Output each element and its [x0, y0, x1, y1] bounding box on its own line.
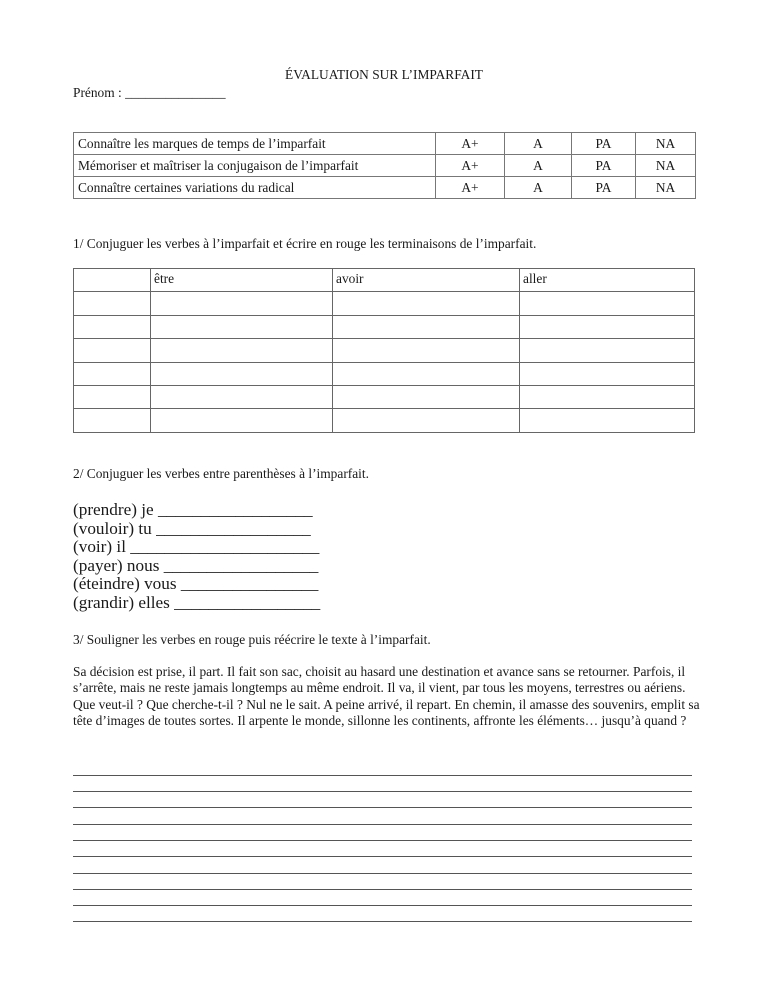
grade-na[interactable]: NA: [636, 177, 696, 199]
grade-a-plus[interactable]: A+: [436, 177, 505, 199]
answer-blank[interactable]: _________________: [174, 593, 321, 612]
aller-cell[interactable]: [520, 339, 695, 362]
header-avoir: avoir: [333, 269, 520, 292]
writing-line[interactable]: [73, 905, 692, 906]
writing-line[interactable]: [73, 921, 692, 922]
answer-blank[interactable]: __________________: [163, 555, 319, 575]
table-row: [74, 362, 695, 385]
fill-in-item: [73, 538, 319, 557]
answer-blank[interactable]: ______________________: [130, 537, 320, 557]
table-row: [74, 409, 695, 432]
fill-in-item: [73, 501, 313, 520]
avoir-cell[interactable]: [333, 292, 520, 315]
answer-blank[interactable]: ________________: [180, 574, 319, 594]
writing-line[interactable]: [73, 807, 692, 808]
grade-a[interactable]: A: [505, 133, 572, 155]
writing-line[interactable]: [73, 824, 692, 825]
writing-line[interactable]: [73, 856, 692, 857]
header-pronoun: [74, 269, 151, 292]
page-title: ÉVALUATION SUR L’IMPARFAIT: [285, 67, 483, 82]
etre-cell[interactable]: [151, 385, 333, 408]
exercise-3-text: Sa décision est prise, il part. Il fait son sac, choisit au hasard une destination et avance sans se retourner. Parfois, il s’arrête, mais ne reste jamais longtemps au même endroit. Il va, il vient, par tous les moyens, terrestres ou aériens. Que veut-il ? Que cherche-t-il ? Nul ne le sait. A peine arrivé, il repart. En chemin, il amasse des souvenirs, emplit sa tête d’images de toutes sortes. Il arpente le monde, sillonne les continents, affronte les éléments… jusqu’à quand ?: [73, 664, 700, 728]
writing-line[interactable]: [73, 791, 692, 792]
fill-in-item: [73, 557, 318, 576]
verb-prompt: (éteindre) vous: [73, 574, 177, 594]
avoir-cell[interactable]: [333, 409, 520, 432]
exercise-3-instruction: 3/ Souligner les verbes en rouge puis réécrire le texte à l’imparfait.: [73, 632, 431, 647]
skill-label: Connaître certaines variations du radical: [74, 177, 436, 199]
avoir-cell[interactable]: [333, 385, 520, 408]
pronoun-cell[interactable]: [74, 385, 151, 408]
avoir-cell[interactable]: [333, 339, 520, 362]
pronoun-cell[interactable]: [74, 315, 151, 338]
grade-pa[interactable]: PA: [572, 155, 636, 177]
etre-cell[interactable]: [151, 362, 333, 385]
writing-line[interactable]: [73, 889, 692, 890]
aller-cell[interactable]: [520, 315, 695, 338]
grade-a[interactable]: A: [505, 177, 572, 199]
grade-a[interactable]: A: [505, 155, 572, 177]
grade-a-plus[interactable]: A+: [436, 155, 505, 177]
verb-prompt: (grandir) elles: [73, 593, 170, 612]
table-header-row: [74, 269, 695, 292]
etre-cell[interactable]: [151, 339, 333, 362]
verb-prompt: (payer) nous: [73, 555, 160, 575]
table-row: [74, 133, 696, 155]
header-aller: aller: [520, 269, 695, 292]
fill-in-item: [73, 520, 311, 539]
table-row: [74, 177, 696, 199]
grade-pa[interactable]: PA: [572, 133, 636, 155]
grade-na[interactable]: NA: [636, 155, 696, 177]
verb-prompt: (prendre) je: [73, 500, 154, 519]
writing-line[interactable]: [73, 873, 692, 874]
grade-na[interactable]: NA: [636, 133, 696, 155]
table-row: [74, 385, 695, 408]
aller-cell[interactable]: [520, 292, 695, 315]
table-row: [74, 339, 695, 362]
grade-a-plus[interactable]: A+: [436, 133, 505, 155]
fill-in-item: [73, 594, 320, 613]
skill-label: Mémoriser et maîtriser la conjugaison de l’imparfait: [74, 155, 436, 177]
pronoun-cell[interactable]: [74, 292, 151, 315]
skill-label: Connaître les marques de temps de l’imparfait: [74, 133, 436, 155]
fill-in-item: [73, 575, 318, 594]
etre-cell[interactable]: [151, 292, 333, 315]
writing-line[interactable]: [73, 775, 692, 776]
aller-cell[interactable]: [520, 385, 695, 408]
etre-cell[interactable]: [151, 315, 333, 338]
avoir-cell[interactable]: [333, 315, 520, 338]
table-row: [74, 315, 695, 338]
answer-blank[interactable]: __________________: [156, 518, 311, 538]
pronoun-cell[interactable]: [74, 339, 151, 362]
table-row: [74, 155, 696, 177]
table-row: [74, 292, 695, 315]
answer-blank[interactable]: __________________: [157, 500, 313, 519]
skills-evaluation-table: [73, 132, 696, 199]
etre-cell[interactable]: [151, 409, 333, 432]
aller-cell[interactable]: [520, 409, 695, 432]
conjugation-table: [73, 268, 695, 433]
exercise-2-instruction: 2/ Conjuguer les verbes entre parenthèses à l’imparfait.: [73, 466, 369, 481]
writing-line[interactable]: [73, 840, 692, 841]
pronoun-cell[interactable]: [74, 409, 151, 432]
header-etre: être: [151, 269, 333, 292]
name-blank[interactable]: _______________: [125, 85, 226, 100]
grade-pa[interactable]: PA: [572, 177, 636, 199]
avoir-cell[interactable]: [333, 362, 520, 385]
pronoun-cell[interactable]: [74, 362, 151, 385]
name-label: Prénom :: [73, 85, 122, 100]
exercise-1-instruction: 1/ Conjuguer les verbes à l’imparfait et écrire en rouge les terminaisons de l’imparfait.: [73, 236, 537, 251]
aller-cell[interactable]: [520, 362, 695, 385]
verb-prompt: (voir) il: [73, 537, 126, 557]
verb-prompt: (vouloir) tu: [73, 518, 152, 538]
name-field[interactable]: [73, 85, 226, 101]
